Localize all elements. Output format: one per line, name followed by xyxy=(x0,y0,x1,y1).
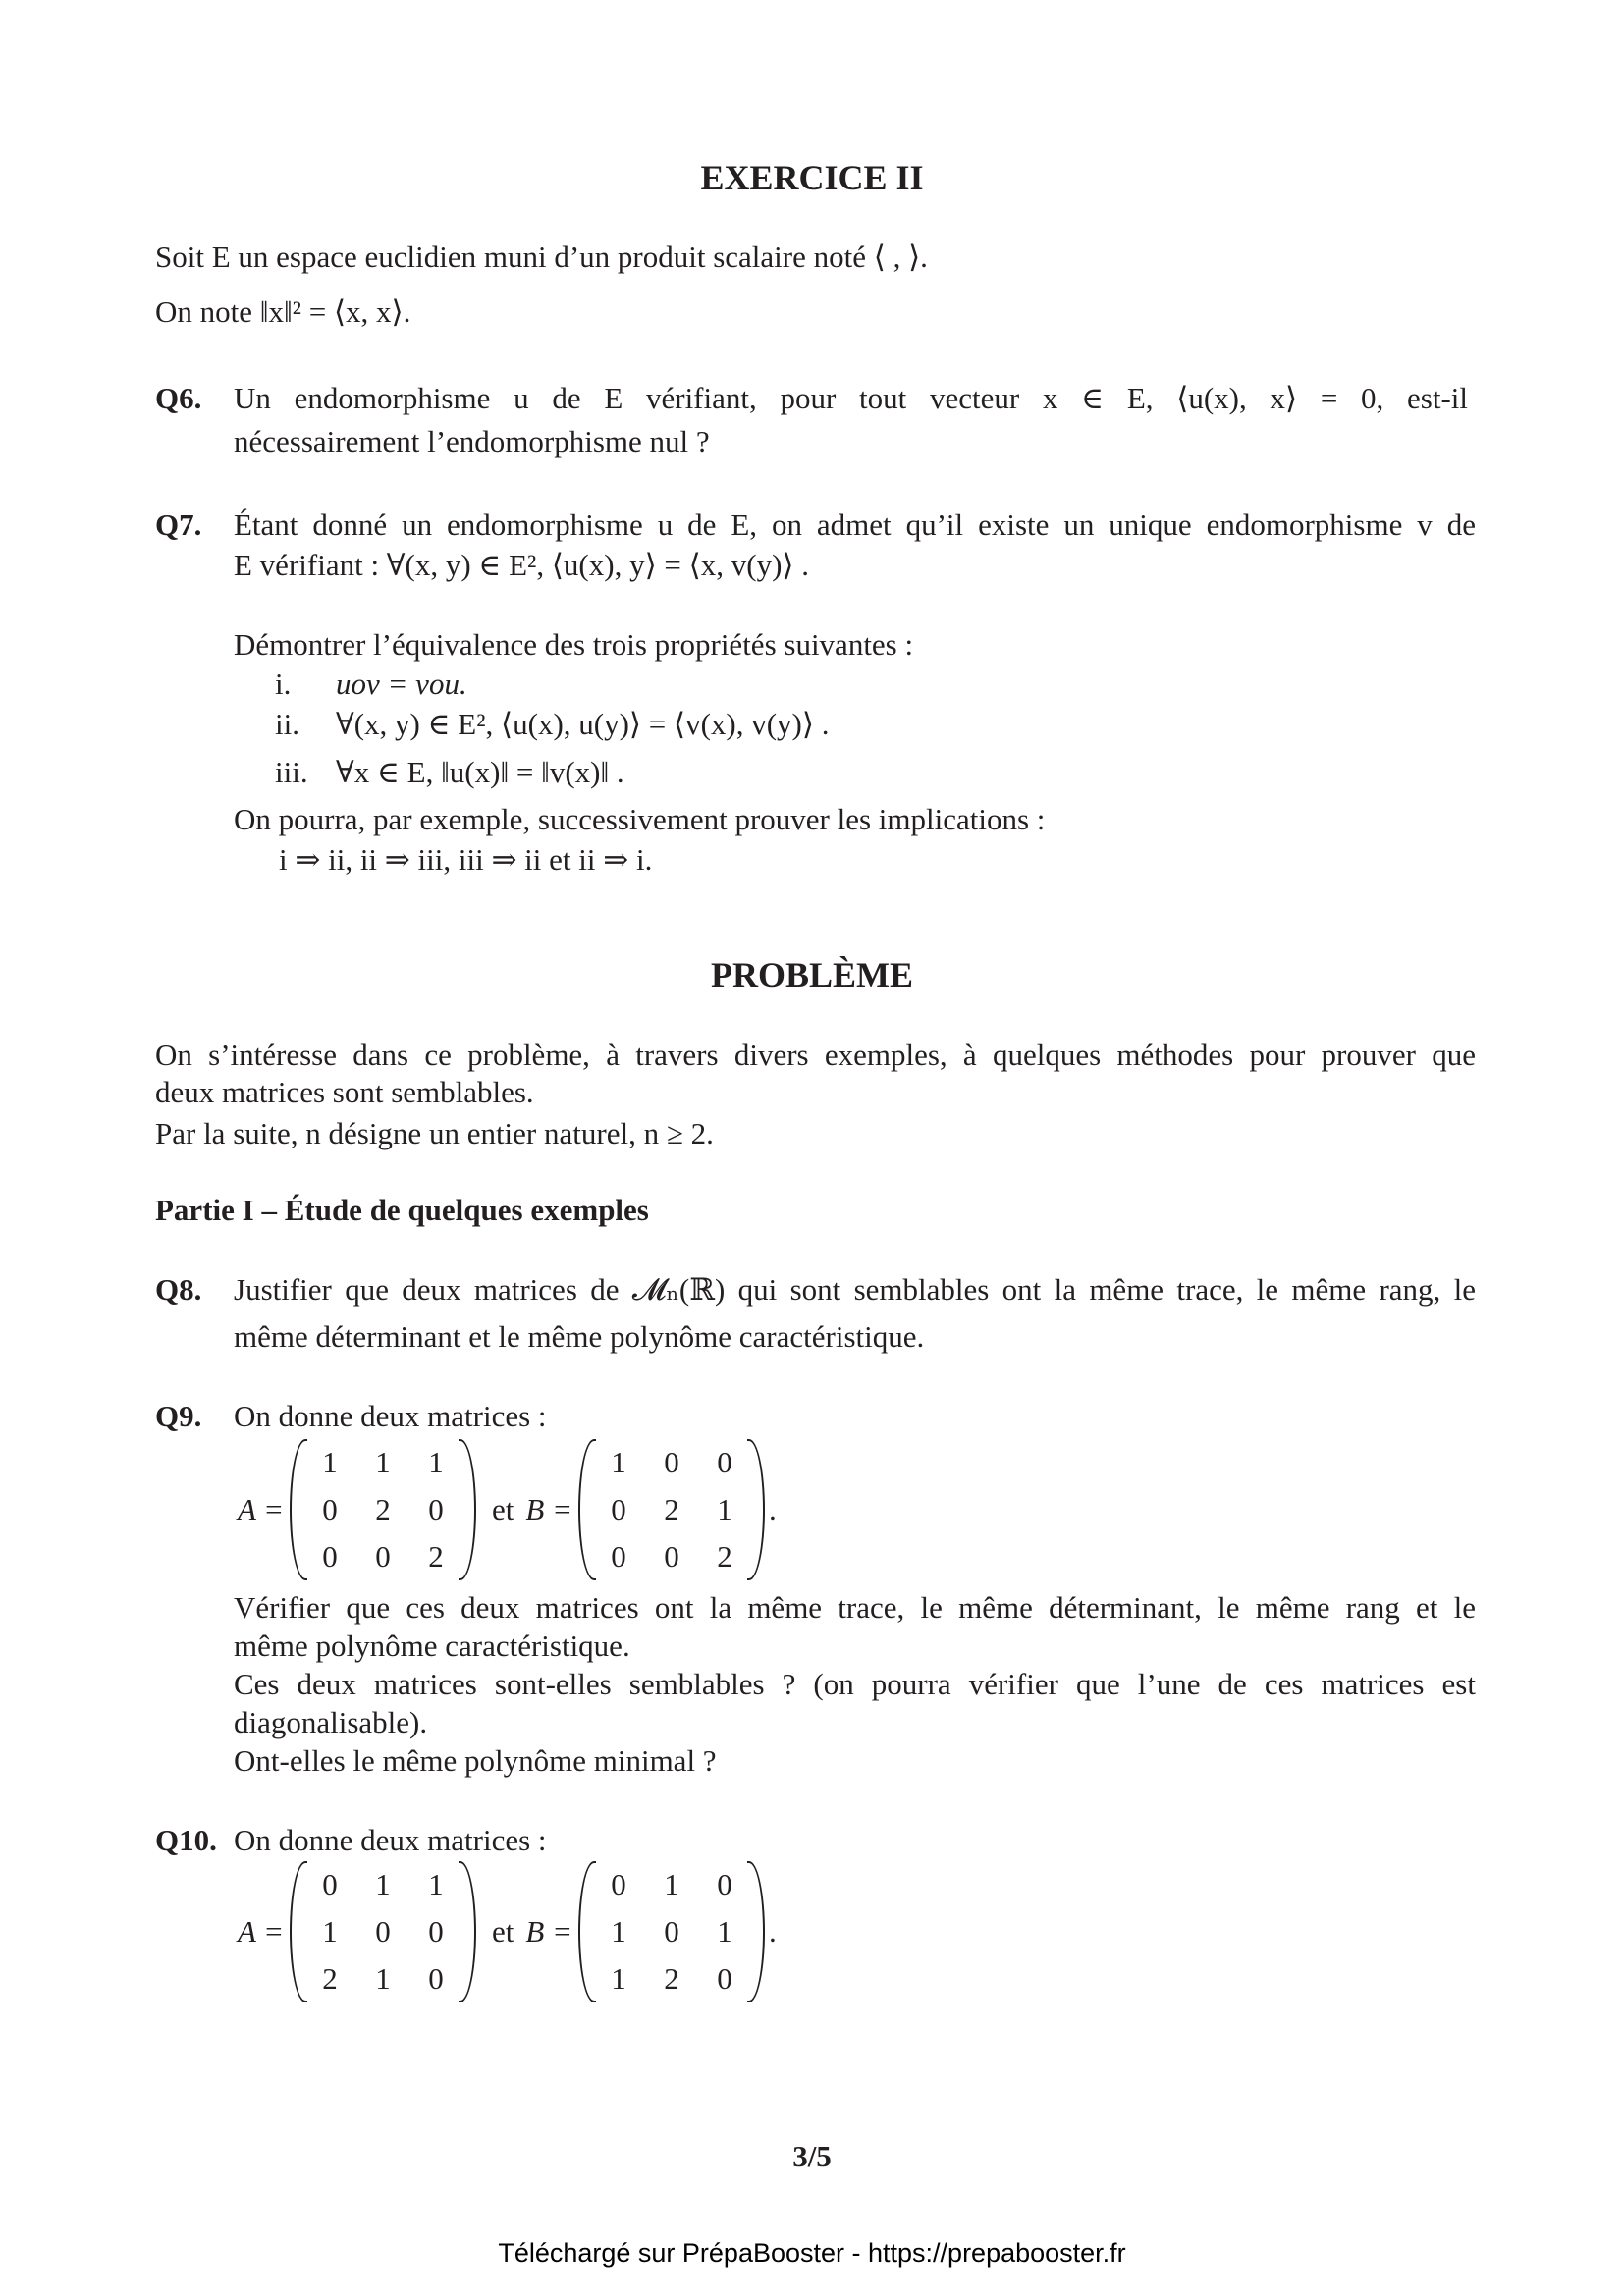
matrix-cell: 0 xyxy=(428,1961,444,1996)
q7-line1: Étant donné un endomorphisme u de E, on admet qu’il existe un unique endomorphisme v de xyxy=(234,507,1476,542)
q9-intro: On donne deux matrices : xyxy=(234,1399,547,1433)
matrix-cell: 0 xyxy=(717,1961,732,1996)
q9-end: . xyxy=(769,1492,777,1526)
matrix-cell: 1 xyxy=(428,1445,444,1479)
matrix-cell: 1 xyxy=(611,1914,626,1949)
matrix-cell: 1 xyxy=(717,1492,732,1526)
matrix-cell: 2 xyxy=(664,1492,679,1526)
q8-label: Q8. xyxy=(155,1272,202,1307)
q10-intro: On donne deux matrices : xyxy=(234,1823,547,1857)
matrix-cell: 0 xyxy=(322,1867,338,1901)
q9-matrix-a-label: A = xyxy=(238,1492,285,1526)
q6-line2: nécessairement l’endomorphisme nul ? xyxy=(234,424,710,458)
matrix-cell: 1 xyxy=(322,1445,338,1479)
q6-label: Q6. xyxy=(155,381,202,415)
matrix-cell: 0 xyxy=(428,1492,444,1526)
matrix-cell: 0 xyxy=(664,1914,679,1949)
q7-property-1-num: i. xyxy=(275,667,292,701)
q7-property-2-num: ii. xyxy=(275,707,299,741)
q9-matrix-a xyxy=(290,1439,476,1580)
q10-label: Q10. xyxy=(155,1823,217,1857)
problem-intro-line3: Par la suite, n désigne un entier naturel, n ≥ 2. xyxy=(155,1116,714,1150)
matrix-cell: 0 xyxy=(611,1867,626,1901)
problem-intro-line2: deux matrices sont semblables. xyxy=(155,1075,534,1109)
q7-prompt: Démontrer l’équivalence des trois propriétés suivantes : xyxy=(234,627,914,662)
q10-matrix-a xyxy=(290,1861,476,2002)
q9-matrices xyxy=(238,1439,777,1580)
matrix-cell: 1 xyxy=(664,1867,679,1901)
matrix-cell: 2 xyxy=(375,1492,391,1526)
q9-text-line2: même polynôme caractéristique. xyxy=(234,1629,630,1663)
matrix-cell: 1 xyxy=(717,1914,732,1949)
matrix-cell: 0 xyxy=(717,1445,732,1479)
matrix-cell: 1 xyxy=(375,1445,391,1479)
matrix-cell: 1 xyxy=(375,1961,391,1996)
q9-text-line4: diagonalisable). xyxy=(234,1705,428,1739)
q8-line1: Justifier que deux matrices de 𝓜ₙ(ℝ) qui sont semblables ont la même trace, le même rang, le xyxy=(234,1272,1476,1307)
q7-property-3-text: ∀x ∈ E, ‖u(x)‖ = ‖v(x)‖ . xyxy=(336,755,624,789)
matrix-cell: 0 xyxy=(664,1445,679,1479)
matrix-cell: 0 xyxy=(717,1867,732,1901)
q7-property-1-text: uov = vou. xyxy=(336,667,467,701)
q9-label: Q9. xyxy=(155,1399,202,1433)
q7-property-2-text: ∀(x, y) ∈ E², ⟨u(x), u(y)⟩ = ⟨v(x), v(y)⟩ . xyxy=(336,707,830,741)
q8-line2: même déterminant et le même polynôme caractéristique. xyxy=(234,1319,925,1354)
problem-intro-line1: On s’intéresse dans ce problème, à travers divers exemples, à quelques méthodes pour prouver que xyxy=(155,1038,1476,1072)
q10-et: et xyxy=(492,1914,514,1949)
q9-text-line3: Ces deux matrices sont-elles semblables ? (on pourra vérifier que l’une de ces matrices est xyxy=(234,1667,1476,1701)
exercise-intro-line2: On note ‖x‖² = ⟨x, x⟩. xyxy=(155,294,411,329)
problem-title: PROBLÈME xyxy=(710,955,913,994)
matrix-cell: 0 xyxy=(322,1492,338,1526)
q10-matrix-b xyxy=(578,1861,765,2002)
matrix-cell: 0 xyxy=(375,1914,391,1949)
matrix-cell: 2 xyxy=(322,1961,338,1996)
matrix-cell: 1 xyxy=(611,1961,626,1996)
matrix-cell: 0 xyxy=(664,1539,679,1574)
matrix-cell: 2 xyxy=(428,1539,444,1574)
matrix-cell: 2 xyxy=(717,1539,732,1574)
q6-line1: Un endomorphisme u de E vérifiant, pour tout vecteur x ∈ E, ⟨u(x), x⟩ = 0, est-il xyxy=(234,381,1468,415)
matrix-cell: 1 xyxy=(611,1445,626,1479)
part-title: Partie I – Étude de quelques exemples xyxy=(155,1193,649,1227)
q9-text-line1: Vérifier que ces deux matrices ont la même trace, le même déterminant, le même rang et le xyxy=(234,1590,1476,1625)
matrix-cell: 1 xyxy=(322,1914,338,1949)
matrix-cell: 0 xyxy=(428,1914,444,1949)
matrix-cell: 0 xyxy=(611,1539,626,1574)
q7-line2: E vérifiant : ∀(x, y) ∈ E², ⟨u(x), y⟩ = ⟨x, v(y)⟩ . xyxy=(234,548,809,582)
q7-hint: On pourra, par exemple, successivement prouver les implications : xyxy=(234,802,1046,836)
download-footer: Téléchargé sur PrépaBooster - https://prepabooster.fr xyxy=(498,2238,1126,2268)
q7-label: Q7. xyxy=(155,507,202,542)
matrix-cell: 0 xyxy=(375,1539,391,1574)
matrix-cell: 1 xyxy=(428,1867,444,1901)
exercise-title: EXERCICE II xyxy=(700,158,924,197)
page-number: 3/5 xyxy=(792,2139,832,2173)
q7-property-3-num: iii. xyxy=(275,755,308,789)
matrix-cell: 0 xyxy=(611,1492,626,1526)
q7-implications: i ⇒ ii, ii ⇒ iii, iii ⇒ ii et ii ⇒ i. xyxy=(279,842,653,877)
q9-et: et xyxy=(492,1492,514,1526)
q10-end: . xyxy=(769,1914,777,1949)
q10-matrices xyxy=(238,1861,777,2002)
q9-text-line5: Ont-elles le même polynôme minimal ? xyxy=(234,1743,717,1778)
q10-matrix-a-label: A = xyxy=(238,1914,285,1949)
matrix-cell: 2 xyxy=(664,1961,679,1996)
matrix-cell: 0 xyxy=(322,1539,338,1574)
q9-matrix-b xyxy=(578,1439,765,1580)
matrix-cell: 1 xyxy=(375,1867,391,1901)
q10-matrix-b-label: B = xyxy=(525,1914,573,1949)
q9-matrix-b-label: B = xyxy=(525,1492,573,1526)
exercise-intro-line1: Soit E un espace euclidien muni d’un produit scalaire noté ⟨ , ⟩. xyxy=(155,240,928,274)
